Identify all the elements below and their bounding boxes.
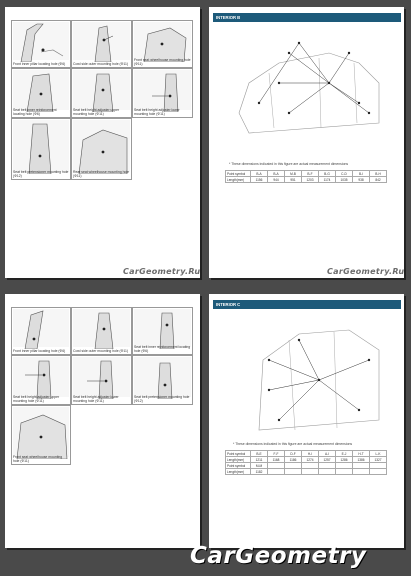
page-4 — [209, 294, 404, 548]
cowl-sketch — [73, 22, 132, 62]
photo-cell — [71, 20, 132, 68]
table-cell: 1174 — [319, 177, 336, 183]
part-photo — [73, 70, 130, 110]
table-cell: 1327 — [370, 457, 387, 463]
table-cell: H-T — [353, 451, 370, 457]
table-row — [226, 177, 387, 183]
table-cell: F-F — [268, 451, 285, 457]
reinforcement-sketch — [134, 309, 193, 349]
table-cell: B-E — [251, 451, 268, 457]
interior-diagram — [239, 320, 389, 440]
pillar-sketch — [13, 309, 71, 349]
photo-cell — [132, 20, 193, 68]
part-photo — [13, 22, 69, 60]
part-photo — [73, 357, 130, 397]
part-photo — [13, 357, 69, 397]
part-photo — [13, 120, 69, 172]
table-cell: 1211 — [251, 457, 268, 463]
measurement-note: * These dimensions indicated in this figure are actual measurement dimensions — [229, 162, 349, 166]
table-cell: M-B — [285, 171, 302, 177]
pretensioner-sketch — [13, 120, 71, 174]
table-cell: B-A — [251, 171, 268, 177]
section-title: INTERIOR B — [216, 15, 241, 20]
table-cell: 951 — [285, 177, 302, 183]
table-cell: A-I — [319, 451, 336, 457]
row-header: Length(mm) — [226, 177, 251, 183]
photo-cell — [132, 355, 193, 405]
adjuster-lower-sketch — [73, 357, 132, 399]
caption: Front seat wheelhouse mounting hole (Φ11) — [134, 58, 191, 66]
photo-cell — [11, 20, 71, 68]
row-header: Length(mm) — [226, 457, 251, 463]
page-3 — [5, 294, 200, 548]
table-cell: 1274 — [302, 457, 319, 463]
photo-cell — [11, 68, 71, 118]
caption: Front inner pillar locating hole (Φ6) — [13, 349, 66, 353]
footer-watermark: CarGeometry — [190, 543, 367, 569]
part-photo — [134, 357, 191, 397]
photo-cell — [11, 355, 71, 405]
wheelhouse-sketch — [13, 407, 71, 459]
part-photo — [13, 407, 69, 457]
photo-cell — [71, 118, 132, 180]
section-header — [213, 300, 401, 309]
cowl-sketch — [73, 309, 132, 349]
table-cell: 1182 — [251, 469, 268, 475]
table-cell: 1257 — [319, 457, 336, 463]
section-header — [213, 13, 401, 22]
row-header: Length(mm) — [226, 469, 251, 475]
photo-cell — [71, 307, 132, 355]
table-cell: D-F — [285, 451, 302, 457]
caption: Seat belt pretensioner mounting hole (Φ12) — [13, 170, 69, 178]
table-cell: L-K — [370, 451, 387, 457]
table-cell: 1156 — [251, 177, 268, 183]
table-cell: M-M — [251, 463, 268, 469]
caption: Rear seat wheelhouse mounting hole (Φ11) — [73, 170, 129, 178]
row-header: Point symbol — [226, 463, 251, 469]
table-cell: 1203 — [302, 177, 319, 183]
page-2 — [209, 7, 404, 278]
table-cell: 842 — [370, 177, 387, 183]
caption: Seat belt pretensioner mounting hole (Φ12) — [134, 395, 190, 403]
table-cell: B-H — [370, 171, 387, 177]
table-cell: 1035 — [336, 177, 353, 183]
rear-wheelhouse-sketch — [73, 120, 132, 174]
page-1 — [5, 7, 200, 278]
table-cell: E-J — [336, 451, 353, 457]
part-photo — [134, 309, 191, 347]
table-cell: 938 — [353, 177, 370, 183]
table-cell: B-G — [319, 171, 336, 177]
table-cell: B-F — [302, 171, 319, 177]
photo-cell — [71, 355, 132, 405]
adjuster-sketch — [13, 357, 71, 399]
part-photo — [134, 22, 191, 60]
table-cell: C-D — [336, 171, 353, 177]
photo-cell — [132, 68, 193, 118]
caption: Seat belt inner reinforcement locating hole (Φ6) — [13, 108, 57, 116]
measurement-note: * These dimensions indicated in this figure are actual measurement dimensions — [233, 442, 353, 446]
measurement-table — [225, 450, 387, 475]
part-photo — [13, 70, 69, 110]
caption: Seat belt height adjuster upper mounting hole (Φ11) — [13, 395, 60, 403]
caption: Seat belt height adjuster upper mounting hole (Φ11) — [73, 108, 120, 116]
caption: Front seat wheelhouse mounting hole (Φ11) — [13, 455, 63, 463]
pretensioner-sketch — [134, 357, 193, 399]
adjuster-lower-sketch — [134, 70, 193, 112]
table-row — [226, 469, 387, 475]
photo-cell — [11, 307, 71, 355]
pillar-sketch — [13, 22, 71, 62]
caption: Seat belt height adjuster lower mounting hole (Φ11) — [134, 108, 180, 116]
part-photo — [73, 120, 130, 172]
reinforcement-sketch — [13, 70, 71, 112]
caption: Seat belt inner reinforcement locating hole (Φ6) — [134, 345, 191, 353]
caption: Seat belt height adjuster lower mounting hole (Φ11) — [73, 395, 119, 403]
row-header: Point symbol — [226, 171, 251, 177]
caption: Cowl side outer mounting hole (Φ11) — [73, 349, 129, 353]
wheelhouse-sketch — [134, 22, 193, 62]
watermark: CarGeometry.Ru — [123, 267, 200, 276]
photo-cell — [132, 307, 193, 355]
table-cell: B-I — [353, 171, 370, 177]
photo-cell — [11, 405, 71, 465]
table-cell: 1386 — [353, 457, 370, 463]
table-cell: 944 — [268, 177, 285, 183]
part-photo — [73, 309, 130, 347]
adjuster-sketch — [73, 70, 132, 112]
watermark: CarGeometry.Ru — [327, 267, 404, 276]
table-cell: B-A — [268, 171, 285, 177]
measurement-table — [225, 170, 387, 183]
photo-cell — [11, 118, 71, 180]
section-title: INTERIOR C — [216, 302, 241, 307]
row-header: Point symbol — [226, 451, 251, 457]
caption: Front inner pillar locating hole (Φ6) — [13, 62, 66, 66]
table-cell: H-I — [302, 451, 319, 457]
part-photo — [13, 309, 69, 347]
caption: Cowl side outer mounting hole (Φ11) — [73, 62, 129, 66]
table-cell: 1286 — [336, 457, 353, 463]
part-photo — [134, 70, 191, 110]
table-cell: 1186 — [285, 457, 302, 463]
photo-cell — [71, 68, 132, 118]
table-cell: 1168 — [268, 457, 285, 463]
interior-diagram — [229, 33, 389, 143]
part-photo — [73, 22, 130, 60]
